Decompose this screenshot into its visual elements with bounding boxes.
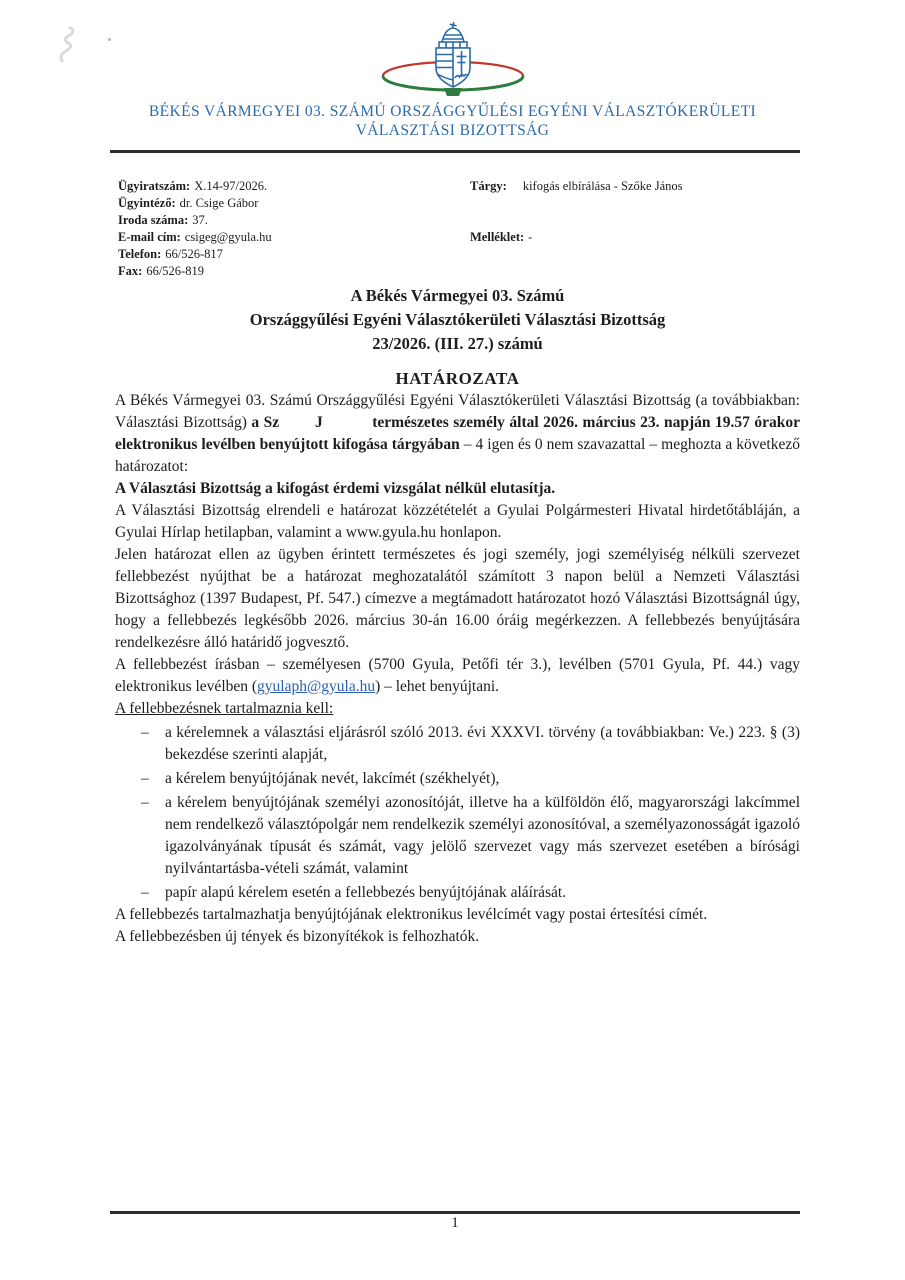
submission-run1: A fellebbezést írásban – személyesen (5700 Gyula, Petőfi tér 3.), levélben (5701 Gyula, Pf. 44.) vagy elektronikus levélben ( (115, 656, 800, 695)
dash-bullet: – (141, 770, 149, 787)
title-line2: Országgyűlési Egyéni Választókerületi Választási Bizottság (249, 310, 666, 329)
hungarian-coat-of-arms-icon (378, 22, 528, 100)
org-name-line1: BÉKÉS VÁRMEGYEI 03. SZÁMÚ ORSZÁGGYŰLÉSI EGYÉNI VÁLASZTÓKERÜLETI (148, 103, 757, 120)
meta-row-telefon: Telefon: 66/526-817 (118, 247, 223, 261)
decision-statement: A Választási Bizottság a kifogást érdemi vizsgálat nélkül elutasítja. (115, 480, 556, 497)
letterhead (0, 22, 905, 140)
page-number: 1 (451, 1215, 459, 1231)
list-item: – a kérelem benyújtójának személyi azonosítóját, illetve ha a külföldön élő, magyarországi lakcímmel nem rendelkező választópolgár nem rendelkezik személyi azonosítóval, a személyazonosságát igazoló igazolványának típusát és számát, vagy jelölő szervezet vagy más szervezet esetében a bírósági nyilvántartásba-vételi számát, valamint (115, 792, 800, 880)
list-item: – papír alapú kérelem esetén a fellebbezés benyújtójának aláírását. (115, 882, 800, 904)
org-name-line2: VÁLASZTÁSI BIZOTTSÁG (355, 122, 550, 139)
paragraph-publication: A Választási Bizottság elrendeli e határozat közzétételét a Gyulai Polgármesteri Hivatal hirdetőtábláján, a Gyulai Hírlap hetilapban, valamint a www.gyula.hu honlapon. (115, 502, 800, 541)
page-footer (110, 1211, 800, 1232)
meta-row-targy: Tárgy: kifogás elbírálása - Szőke János (470, 179, 683, 193)
appeal-requirements-list (115, 722, 800, 904)
meta-row-iroda: Iroda száma: 37. (118, 213, 208, 227)
meta-row-email: E-mail cím: csigeg@gyula.hu (118, 230, 272, 244)
paragraph-appeal-rules: Jelen határozat ellen az ügyben érintett természetes és jogi személy, jogi személyiség nélküli szervezet fellebbezést nyújthat be a határozat meghozatalától számított 3 napon belül a Nemzeti Választási Bizottsághoz (1397 Budapest, Pf. 547.) címezve a megtámadott határozatot hozó Választási Bizottságnál úgy, hogy a fellebbezés legkésőbb 2026. március 30-án 16.00 óráig megérkezzen. A fellebbezés benyújtására rendelkezésre álló határidő jogvesztő. (115, 546, 800, 651)
decision-title (115, 284, 800, 356)
dash-bullet: – (141, 794, 149, 811)
email-link[interactable]: gyulaph@gyula.hu (257, 678, 376, 695)
submission-run3: ) – lehet benyújtani. (375, 678, 500, 695)
document-body (115, 284, 800, 948)
dash-bullet: – (141, 724, 149, 741)
intro-run1: A Békés Vármegyei 03. Számú Országgyűlési Egyéni Választókerületi Választási Bizottság (a továbbiakban: Választási Bizottság) (115, 392, 800, 431)
list-item: – a kérelemnek a választási eljárásról szóló 2013. évi XXXVI. törvény (a továbbiakban: Ve.) 223. § (3) bekezdése szerinti alapját, (115, 722, 800, 766)
meta-row-ugyintezo: Ügyintéző: dr. Csige Gábor (118, 196, 259, 210)
case-metadata-right (470, 178, 683, 246)
dash-bullet: – (141, 884, 149, 901)
header-divider (110, 150, 800, 153)
title-line3: 23/2026. (III. 27.) számú (372, 334, 543, 353)
meta-row-melleklet: Melléklet: - (470, 230, 533, 244)
case-metadata-left (118, 178, 272, 280)
doc-type-heading: HATÁROZATA (395, 369, 520, 388)
intro-run3: – 4 igen és 0 nem szavazattal – meghozta a következő határozatot: (115, 436, 800, 475)
paragraph-new-evidence: A fellebbezésben új tények és bizonyítékok is felhozhatók. (115, 928, 480, 945)
title-line1: A Békés Vármegyei 03. Számú (350, 286, 565, 305)
paragraph-optional-contact: A fellebbezés tartalmazhatja benyújtójának elektronikus levélcímét vagy postai értesítési címét. (115, 906, 708, 923)
paragraph-intro (115, 390, 800, 478)
list-item: – a kérelem benyújtójának nevét, lakcímét (székhelyét), (115, 768, 800, 790)
intro-run-bold: a Sz J természetes személy által 2026. március 23. napján 19.57 órakor elektronikus levélben benyújtott kifogása tárgyában (115, 414, 800, 453)
meta-row-ugyiratszam: Ügyiratszám: X.14-97/2026. (118, 179, 268, 193)
meta-row-fax: Fax: 66/526-819 (118, 264, 204, 278)
appeal-requirements-heading: A fellebbezésnek tartalmaznia kell: (115, 700, 334, 717)
paragraph-appeal-submission (115, 654, 800, 698)
